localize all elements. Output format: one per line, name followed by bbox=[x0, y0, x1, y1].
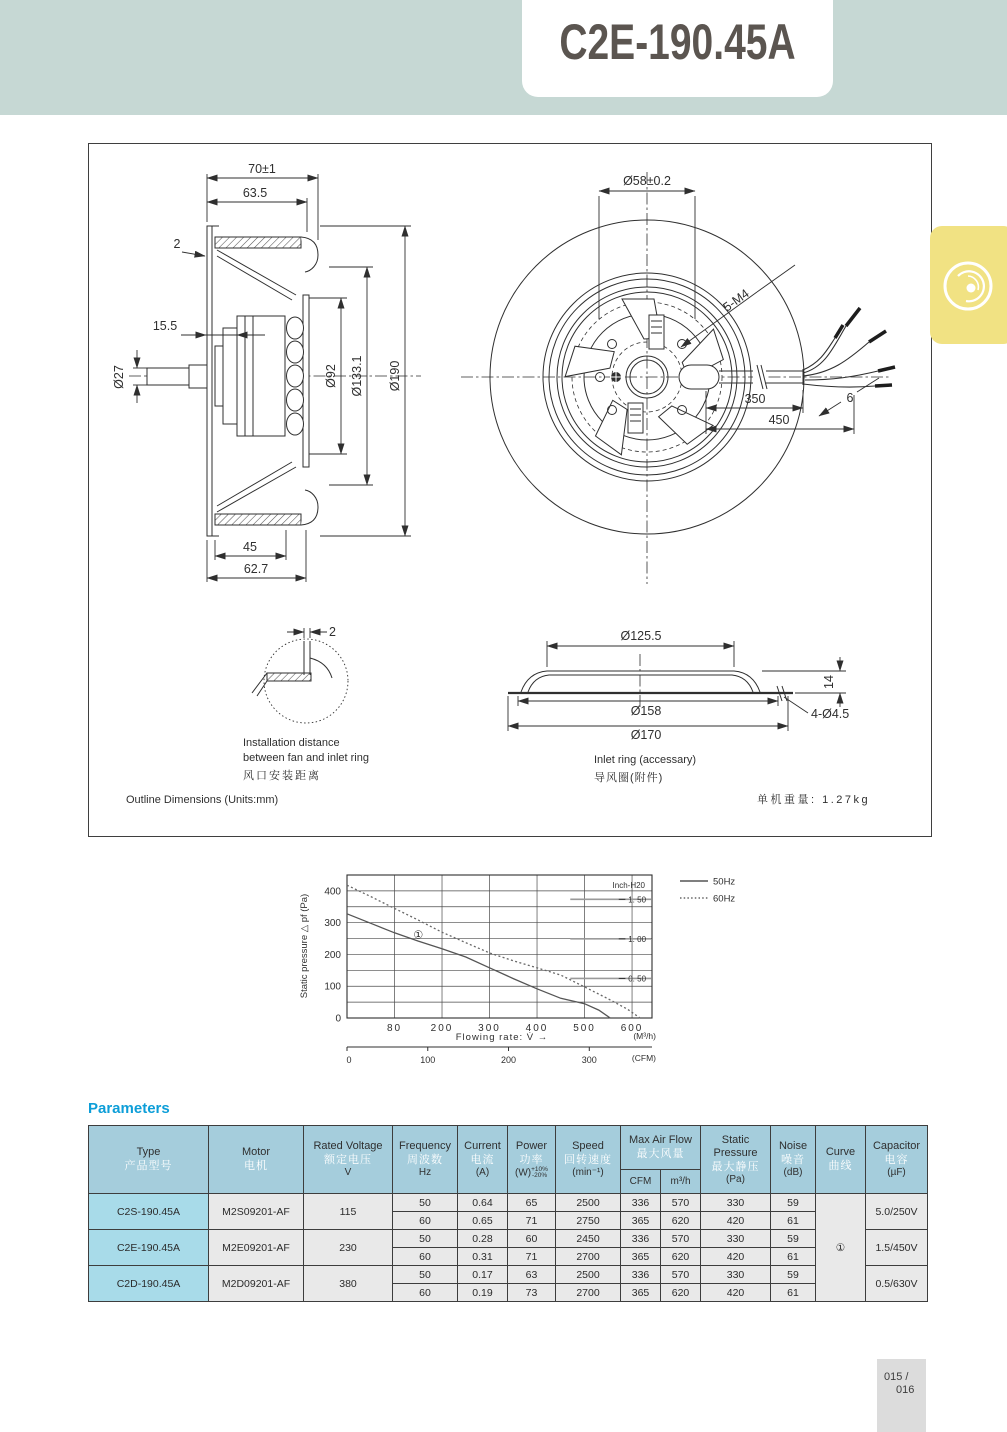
cell-m3h: 570 bbox=[661, 1230, 701, 1248]
cell-current: 0.28 bbox=[458, 1230, 508, 1248]
brand-tab bbox=[930, 226, 1007, 344]
cell-current: 0.65 bbox=[458, 1212, 508, 1230]
cell-power: 71 bbox=[508, 1212, 556, 1230]
col-header-current: Current 电流 (A) bbox=[458, 1126, 508, 1194]
svg-text:200: 200 bbox=[430, 1023, 454, 1034]
detail-dim-2: 2 bbox=[329, 625, 336, 639]
cell-power: 65 bbox=[508, 1194, 556, 1212]
inlet-ring-drawing bbox=[508, 629, 849, 784]
chart-x2-unit: (CFM) bbox=[631, 1053, 656, 1063]
parameters-title: Parameters bbox=[88, 1100, 170, 1117]
col-header-capacitor: Capacitor 电容 (µF) bbox=[866, 1126, 928, 1194]
dim-58: Ø58±0.2 bbox=[623, 174, 671, 188]
outline-caption: Outline Dimensions (Units:mm) bbox=[126, 794, 279, 806]
outline-drawing bbox=[89, 144, 931, 836]
dim-62-7: 62.7 bbox=[243, 562, 269, 576]
cell-frequency: 60 bbox=[393, 1212, 458, 1230]
cell-frequency: 50 bbox=[393, 1194, 458, 1212]
cell-motor: M2E09201-AF bbox=[209, 1230, 304, 1266]
dim-92: Ø92 bbox=[324, 364, 338, 388]
dim-70: 70±1 bbox=[248, 162, 276, 176]
cell-pressure: 420 bbox=[701, 1284, 771, 1302]
table-row bbox=[89, 1230, 928, 1248]
cell-speed: 2450 bbox=[556, 1230, 621, 1248]
cell-frequency: 50 bbox=[393, 1230, 458, 1248]
cell-current: 0.17 bbox=[458, 1266, 508, 1284]
dim-350: 350 bbox=[744, 392, 766, 406]
cell-capacitor: 1.5/450V bbox=[866, 1230, 928, 1266]
svg-text:1. 00: 1. 00 bbox=[628, 934, 647, 944]
cell-speed: 2750 bbox=[556, 1212, 621, 1230]
svg-text:500: 500 bbox=[573, 1023, 596, 1034]
dim-15-5: 15.5 bbox=[152, 319, 178, 333]
cell-pressure: 330 bbox=[701, 1194, 771, 1212]
svg-text:100: 100 bbox=[420, 1055, 436, 1065]
fan-front-view-drawing bbox=[461, 172, 895, 584]
detail-caption-1: Installation distance bbox=[243, 737, 340, 749]
dim-450: 450 bbox=[768, 413, 790, 427]
cell-power: 71 bbox=[508, 1248, 556, 1266]
svg-text:400: 400 bbox=[525, 1023, 549, 1034]
dim-63-5: 63.5 bbox=[242, 186, 268, 200]
cell-pressure: 330 bbox=[701, 1266, 771, 1284]
svg-text:0: 0 bbox=[335, 1013, 341, 1025]
cell-speed: 2500 bbox=[556, 1194, 621, 1212]
top-banner bbox=[0, 0, 1007, 115]
svg-text:200: 200 bbox=[501, 1055, 517, 1065]
cell-m3h: 620 bbox=[661, 1212, 701, 1230]
svg-text:80: 80 bbox=[386, 1023, 403, 1034]
cell-noise: 59 bbox=[771, 1230, 816, 1248]
ring-dim-125-5: Ø125.5 bbox=[620, 629, 662, 643]
chart-x-unit: (M³/h) bbox=[633, 1031, 656, 1041]
cell-cfm: 365 bbox=[621, 1212, 661, 1230]
curve-annotation: ① bbox=[413, 929, 424, 942]
cell-voltage: 380 bbox=[304, 1266, 393, 1302]
cell-m3h: 620 bbox=[661, 1284, 701, 1302]
col-header-type: Type 产品型号 bbox=[89, 1126, 209, 1194]
col-header-pressure: Static Pressure 最大静压 (Pa) bbox=[701, 1126, 771, 1194]
cell-model-type: C2S-190.45A bbox=[89, 1194, 209, 1230]
cell-motor: M2S09201-AF bbox=[209, 1194, 304, 1230]
cell-capacitor: 5.0/250V bbox=[866, 1194, 928, 1230]
cell-noise: 59 bbox=[771, 1194, 816, 1212]
cell-power: 63 bbox=[508, 1266, 556, 1284]
cell-model-type: C2D-190.45A bbox=[89, 1266, 209, 1302]
dim-133-1: Ø133.1 bbox=[350, 355, 364, 397]
brand-logo-icon bbox=[930, 226, 1007, 344]
cell-frequency: 60 bbox=[393, 1284, 458, 1302]
chart-y2-axis-label: Inch-H20 bbox=[612, 881, 645, 890]
cell-current: 0.31 bbox=[458, 1248, 508, 1266]
dim-5-m4: 5-M4 bbox=[720, 286, 752, 315]
page-number-box bbox=[877, 1359, 926, 1432]
cell-model-type: C2E-190.45A bbox=[89, 1230, 209, 1266]
col-header-voltage: Rated Voltage 额定电压 V bbox=[304, 1126, 393, 1194]
cell-cfm: 336 bbox=[621, 1266, 661, 1284]
fan-side-view-drawing bbox=[112, 162, 421, 582]
svg-text:100: 100 bbox=[324, 981, 341, 993]
col-header-airflow: Max Air Flow 最大风量 bbox=[621, 1126, 701, 1170]
cell-speed: 2700 bbox=[556, 1248, 621, 1266]
cell-noise: 59 bbox=[771, 1266, 816, 1284]
cell-m3h: 620 bbox=[661, 1248, 701, 1266]
dim-wire-count: 6 bbox=[846, 391, 854, 405]
chart-legend bbox=[680, 877, 735, 905]
dim-2: 2 bbox=[173, 237, 181, 251]
curve-60Hz bbox=[347, 885, 640, 1018]
svg-text:300: 300 bbox=[324, 918, 341, 930]
col-header-m3h: m³/h bbox=[661, 1170, 701, 1194]
parameters-table bbox=[88, 1125, 928, 1302]
inlet-ring-label-en: Inlet ring (accessary) bbox=[594, 754, 697, 766]
svg-text:300: 300 bbox=[581, 1055, 597, 1065]
cell-voltage: 230 bbox=[304, 1230, 393, 1266]
ring-dim-holes: 4-Ø4.5 bbox=[811, 707, 850, 721]
chart-y-axis-label: Static pressure △ pf (Pa) bbox=[299, 893, 310, 999]
cell-capacitor: 0.5/630V bbox=[866, 1266, 928, 1302]
unit-weight: 单机重量: 1.27kg bbox=[757, 794, 871, 806]
svg-text:200: 200 bbox=[324, 949, 341, 961]
svg-text:600: 600 bbox=[620, 1023, 644, 1034]
cell-noise: 61 bbox=[771, 1212, 816, 1230]
cell-pressure: 420 bbox=[701, 1212, 771, 1230]
col-header-curve: Curve 曲线 bbox=[816, 1126, 866, 1194]
performance-chart bbox=[290, 862, 770, 1077]
detail-caption-2: between fan and inlet ring bbox=[243, 752, 369, 764]
svg-text:400: 400 bbox=[324, 886, 341, 898]
cell-power: 60 bbox=[508, 1230, 556, 1248]
chart-x-axis-label: Flowing rate: V̇ → bbox=[455, 1032, 549, 1043]
inlet-ring-label-cn: 导风圈(附件) bbox=[594, 772, 664, 784]
col-header-motor: Motor 电机 bbox=[209, 1126, 304, 1194]
ring-dim-14: 14 bbox=[822, 675, 836, 689]
installation-detail-drawing bbox=[243, 625, 369, 782]
dim-45: 45 bbox=[243, 540, 257, 554]
col-header-cfm: CFM bbox=[621, 1170, 661, 1194]
cell-pressure: 330 bbox=[701, 1230, 771, 1248]
cell-cfm: 336 bbox=[621, 1194, 661, 1212]
cell-noise: 61 bbox=[771, 1248, 816, 1266]
table-row bbox=[89, 1266, 928, 1284]
cell-cfm: 336 bbox=[621, 1230, 661, 1248]
cell-frequency: 50 bbox=[393, 1266, 458, 1284]
ring-dim-170: Ø170 bbox=[630, 728, 662, 742]
dim-27: Ø27 bbox=[112, 365, 126, 389]
svg-text:0. 50: 0. 50 bbox=[628, 974, 647, 984]
col-header-noise: Noise 噪音 (dB) bbox=[771, 1126, 816, 1194]
legend-60hz: 60Hz bbox=[713, 893, 736, 905]
legend-50hz: 50Hz bbox=[713, 876, 736, 888]
ring-dim-158: Ø158 bbox=[630, 704, 662, 718]
page-number-top: 015 / bbox=[884, 1371, 909, 1383]
svg-text:300: 300 bbox=[478, 1023, 501, 1034]
cell-current: 0.64 bbox=[458, 1194, 508, 1212]
cell-speed: 2500 bbox=[556, 1266, 621, 1284]
cell-pressure: 420 bbox=[701, 1248, 771, 1266]
cell-cfm: 365 bbox=[621, 1284, 661, 1302]
table-row bbox=[89, 1194, 928, 1212]
cell-voltage: 115 bbox=[304, 1194, 393, 1230]
detail-caption-cn: 风口安装距离 bbox=[243, 770, 321, 782]
col-header-speed: Speed 回转速度 (min⁻¹) bbox=[556, 1126, 621, 1194]
col-header-frequency: Frequency 周波数 Hz bbox=[393, 1126, 458, 1194]
cell-power: 73 bbox=[508, 1284, 556, 1302]
cell-cfm: 365 bbox=[621, 1248, 661, 1266]
svg-text:1. 50: 1. 50 bbox=[628, 895, 647, 905]
page-number-bottom: 016 bbox=[896, 1384, 915, 1396]
cell-noise: 61 bbox=[771, 1284, 816, 1302]
dim-190: Ø190 bbox=[388, 360, 402, 392]
cell-motor: M2D09201-AF bbox=[209, 1266, 304, 1302]
outline-dimensions-box bbox=[88, 143, 932, 837]
col-header-power: Power 功率 (W) +10% -20% bbox=[508, 1126, 556, 1194]
page-title: C2E-190.45A bbox=[559, 13, 796, 70]
cell-frequency: 60 bbox=[393, 1248, 458, 1266]
cell-curve-ref: ① bbox=[816, 1194, 866, 1302]
svg-text:0: 0 bbox=[346, 1055, 352, 1065]
cell-current: 0.19 bbox=[458, 1284, 508, 1302]
cell-speed: 2700 bbox=[556, 1284, 621, 1302]
cell-m3h: 570 bbox=[661, 1194, 701, 1212]
cell-m3h: 570 bbox=[661, 1266, 701, 1284]
model-title-card bbox=[522, 0, 833, 97]
